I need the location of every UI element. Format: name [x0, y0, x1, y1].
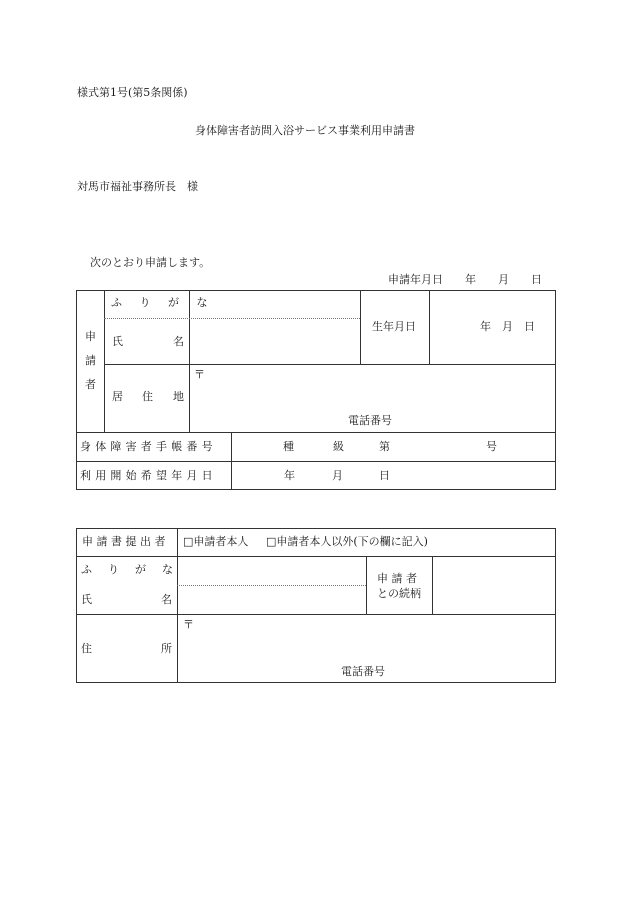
address-label-2: 住 [142, 390, 153, 403]
submitter-furigana-1: ふ [81, 563, 92, 576]
divider [76, 432, 556, 433]
address-label-3: 地 [173, 390, 184, 403]
applicant-label-2: 請 [85, 354, 96, 367]
relation-label-line1: 申 請 者 [377, 572, 417, 585]
address-field[interactable] [200, 380, 540, 410]
addressee: 対馬市福祉事務所長 様 [77, 180, 198, 193]
submitter-furigana-2: り [108, 563, 119, 576]
name-label-1: 氏 [112, 335, 123, 348]
divider [177, 528, 178, 683]
submitter-furigana-field[interactable] [181, 561, 361, 581]
furigana-label: ふ り が な [111, 296, 215, 309]
submitter-address-field[interactable] [190, 632, 540, 660]
birth-date-value[interactable]: 年 月 日 [480, 320, 535, 333]
submitter-name-field[interactable] [181, 589, 361, 609]
address-label-1: 居 [112, 390, 123, 403]
birth-date-label: 生年月日 [372, 320, 416, 333]
divider [432, 556, 433, 614]
submitter-name-2: 名 [161, 593, 172, 606]
submitter-address-2: 所 [161, 642, 172, 655]
handbook-no-prefix: 第 [379, 440, 390, 453]
start-date-label: 利用開始希望年月日 [80, 469, 217, 482]
submitter-furigana-3: が [135, 563, 146, 576]
dotted-divider [104, 318, 360, 319]
divider [189, 290, 190, 432]
divider [429, 290, 430, 364]
form-number: 様式第1号(第5条関係) [77, 86, 188, 99]
handbook-no-suffix: 号 [486, 440, 497, 453]
handbook-label: 身体障害者手帳番号 [80, 440, 217, 453]
divider [76, 461, 556, 462]
submitter-name-1: 氏 [81, 593, 92, 606]
name-field[interactable] [193, 324, 353, 358]
submitter-postal-mark: 〒 [183, 618, 194, 631]
relation-label-line2: との続柄 [377, 587, 421, 600]
divider [104, 290, 105, 432]
option-other-checkbox[interactable]: □申請者本人以外(下の欄に記入) [266, 535, 428, 548]
submitter-address-1: 住 [81, 642, 92, 655]
phone-label: 電話番号 [348, 414, 392, 427]
handbook-grade: 級 [333, 440, 344, 453]
divider [104, 364, 556, 365]
submitter-phone-label: 電話番号 [341, 665, 385, 678]
divider [366, 556, 367, 614]
relation-field[interactable] [437, 561, 549, 609]
intro-text: 次のとおり申請します。 [90, 256, 211, 269]
handbook-type: 種 [283, 440, 294, 453]
application-date: 申請年月日 年 月 日 [388, 273, 542, 286]
start-year: 年 [284, 469, 295, 482]
divider [360, 290, 361, 364]
furigana-field[interactable] [193, 296, 353, 314]
option-self-checkbox[interactable]: □申請者本人 [183, 535, 249, 548]
form-title: 身体障害者訪問入浴サービス事業利用申請書 [195, 124, 415, 137]
divider [76, 614, 556, 615]
submitter-furigana-4: な [162, 563, 173, 576]
applicant-label-1: 申 [85, 330, 96, 343]
divider [76, 556, 556, 557]
postal-mark: 〒 [194, 368, 205, 381]
submitter-label: 申請書提出者 [82, 535, 169, 548]
start-day: 日 [379, 469, 390, 482]
start-month: 月 [332, 469, 343, 482]
dotted-divider [177, 585, 366, 586]
applicant-label-3: 者 [85, 378, 96, 391]
name-label-2: 名 [173, 335, 184, 348]
